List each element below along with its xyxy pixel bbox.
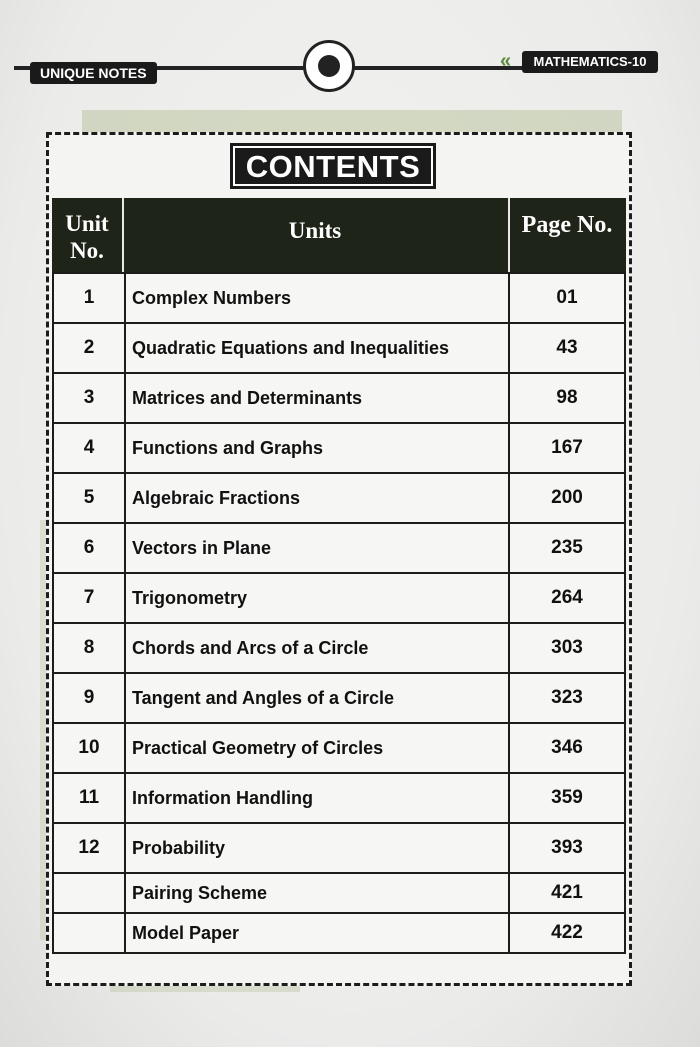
unit-title: Probability [126, 824, 510, 872]
chevron-double-left-icon: « [500, 50, 512, 72]
table-row [54, 824, 624, 874]
unit-number: 7 [54, 574, 126, 622]
unit-title: Model Paper [126, 914, 510, 952]
table-row [54, 914, 624, 952]
unit-title: Complex Numbers [126, 274, 510, 322]
unit-title: Practical Geometry of Circles [126, 724, 510, 772]
contents-table [52, 272, 626, 954]
page-title: CONTENTS [233, 146, 433, 186]
unit-number [54, 914, 126, 952]
page-number: 43 [556, 337, 578, 358]
unit-number: 10 [54, 724, 126, 772]
page-number: 323 [551, 687, 583, 708]
table-row [54, 374, 624, 424]
unit-title: Chords and Arcs of a Circle [126, 624, 510, 672]
table-row [54, 574, 624, 624]
page-number: 346 [551, 737, 583, 758]
table-row [54, 424, 624, 474]
unit-title: Tangent and Angles of a Circle [126, 674, 510, 722]
unit-number: 8 [54, 624, 126, 672]
contents-title-box [230, 143, 436, 189]
page-number: 98 [556, 387, 578, 408]
unit-number: 3 [54, 374, 126, 422]
page-number: 421 [551, 882, 583, 903]
table-row [54, 624, 624, 674]
page-number: 393 [551, 837, 583, 858]
unit-number: 2 [54, 324, 126, 372]
page-number: 422 [551, 922, 583, 943]
page-number: 303 [551, 637, 583, 658]
unique-notes-tag: UNIQUE NOTES [30, 62, 157, 84]
page-number: 264 [551, 587, 583, 608]
table-header [52, 198, 626, 272]
table-row [54, 774, 624, 824]
unit-number: 12 [54, 824, 126, 872]
unit-number: 5 [54, 474, 126, 522]
unit-title: Quadratic Equations and Inequalities [126, 324, 510, 372]
table-row [54, 474, 624, 524]
unit-title: Pairing Scheme [126, 874, 510, 912]
table-row [54, 674, 624, 724]
page-number: 359 [551, 787, 583, 808]
unit-title: Trigonometry [126, 574, 510, 622]
unit-title: Functions and Graphs [126, 424, 510, 472]
header-unit-no: Unit No. [65, 211, 109, 263]
table-row [54, 324, 624, 374]
unit-title: Vectors in Plane [126, 524, 510, 572]
page-number: 01 [556, 287, 578, 308]
unit-number: 4 [54, 424, 126, 472]
unit-number: 9 [54, 674, 126, 722]
publisher-logo-icon [303, 40, 355, 92]
table-row [54, 524, 624, 574]
header-page-no: Page No. [521, 212, 613, 238]
unit-number: 6 [54, 524, 126, 572]
page-number: 167 [551, 437, 583, 458]
page-number: 235 [551, 537, 583, 558]
table-row [54, 274, 624, 324]
unit-title: Information Handling [126, 774, 510, 822]
page-number: 200 [551, 487, 583, 508]
unit-number: 1 [54, 274, 126, 322]
unit-title: Algebraic Fractions [126, 474, 510, 522]
table-row [54, 874, 624, 914]
subject-tag: MATHEMATICS-10 [522, 51, 658, 73]
unit-number: 11 [54, 774, 126, 822]
unit-number [54, 874, 126, 912]
header-units: Units [288, 218, 342, 243]
table-row [54, 724, 624, 774]
unit-title: Matrices and Determinants [126, 374, 510, 422]
